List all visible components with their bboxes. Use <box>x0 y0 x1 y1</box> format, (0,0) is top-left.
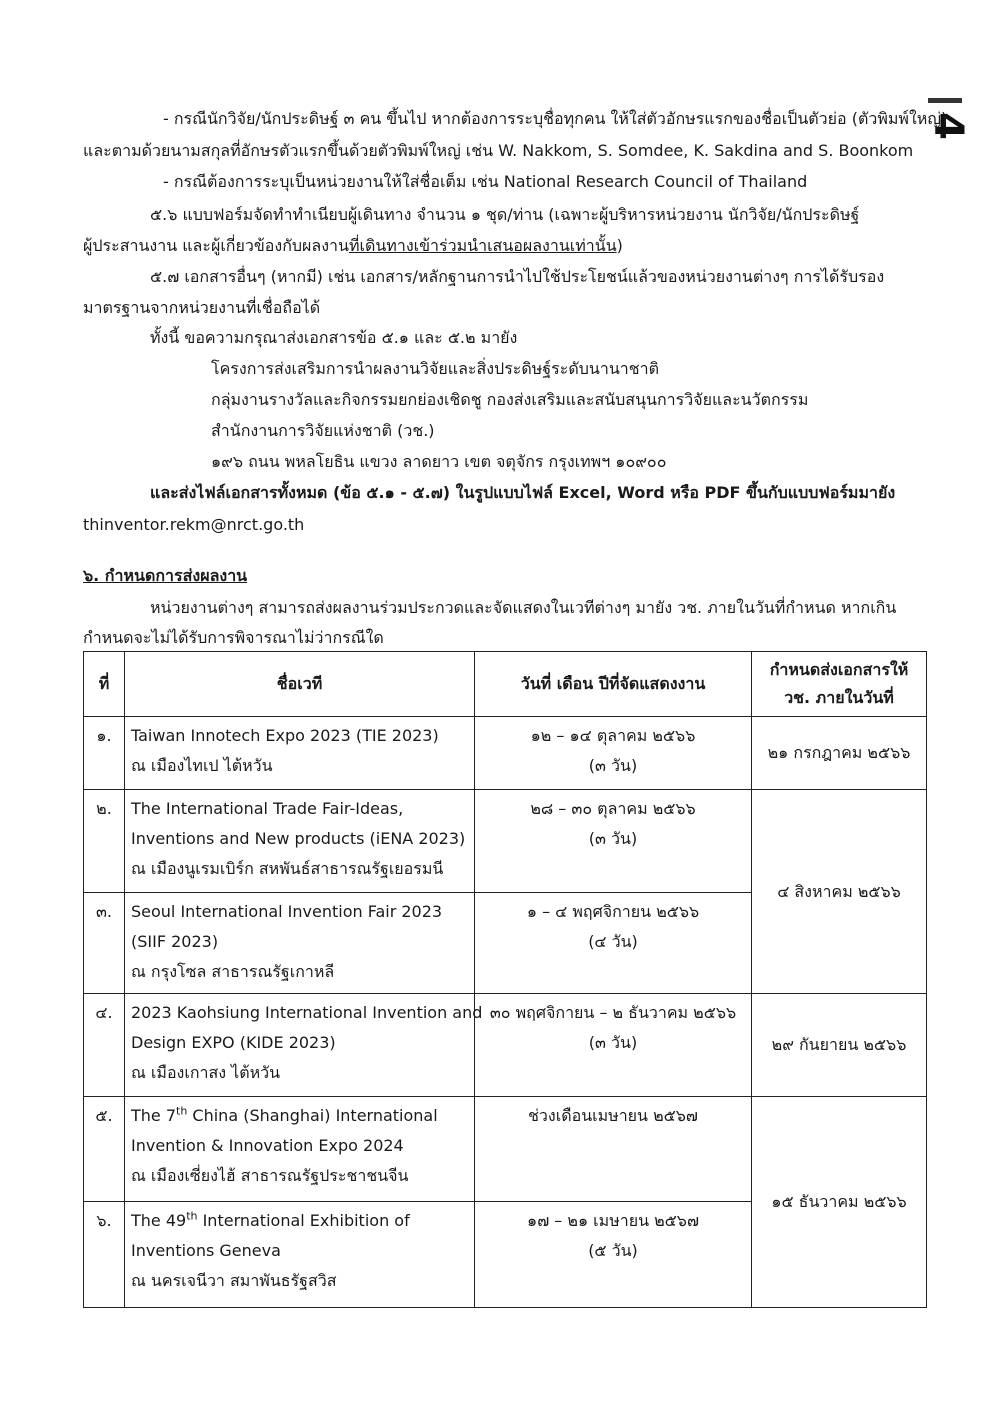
address-line-3: สำนักงานการวิจัยแห่งชาติ (วช.) <box>211 421 435 440</box>
page-number-bar <box>928 98 962 103</box>
header-no: ที่ <box>84 652 125 717</box>
header-date: วันที่ เดือน ปีที่จัดแสดงงาน <box>475 652 752 717</box>
schedule-table <box>83 651 927 1308</box>
row-date: ๑๗ – ๒๑ เมษายน ๒๕๖๗ (๕ วัน) <box>475 1202 752 1308</box>
table-row <box>84 1097 927 1202</box>
deadline-cell: ๒๙ กันยายน ๒๕๖๖ <box>752 994 927 1097</box>
page-number-text: 4 <box>925 112 971 140</box>
intro-line-2: และตามด้วยนามสกุลที่อักษรตัวแรกขึ้นด้วยตัวพิมพ์ใหญ่ เช่น W. Nakkom, S. Somdee, K. Sakdina and S. Boonkom <box>83 141 914 160</box>
row-name: 2023 Kaohsiung International Invention and Design EXPO (KIDE 2023) ณ เมืองเกาสง ไต้หวัน <box>125 994 475 1097</box>
table-row <box>84 994 927 1097</box>
intro-line-4: ๕.๖ แบบฟอร์มจัดทำทำเนียบผู้เดินทาง จำนวน ๑ ชุด/ท่าน (เฉพาะผู้บริหารหน่วยงาน นักวิจัย/นักประดิษฐ์ <box>150 205 860 224</box>
email-address: thinventor.rekm@nrct.go.th <box>83 515 305 534</box>
row-name: The 7th China (Shanghai) International Invention & Innovation Expo 2024 ณ เมืองเซี่ยงไฮ้ สาธารณรัฐประชาชนจีน <box>125 1097 475 1202</box>
deadline-cell: ๔ สิงหาคม ๒๕๖๖ <box>752 790 927 994</box>
row-date: ๑๒ – ๑๔ ตุลาคม ๒๕๖๖ (๓ วัน) <box>475 717 752 790</box>
row-name: Taiwan Innotech Expo 2023 (TIE 2023) ณ เมืองไทเป ไต้หวัน <box>125 717 475 790</box>
section-6-para-line-1: หน่วยงานต่างๆ สามารถส่งผลงานร่วมประกวดและจัดแสดงในเวทีต่างๆ มายัง วช. ภายในวันที่กำหนด หากเกิน <box>150 598 897 617</box>
row-no: ๓. <box>84 893 125 994</box>
row-name: The 49th International Exhibition of Inventions Geneva ณ นครเจนีวา สมาพันธรัฐสวิส <box>125 1202 475 1308</box>
intro-line-6: ๕.๗ เอกสารอื่นๆ (หากมี) เช่น เอกสาร/หลักฐานการนำไปใช้ประโยชน์แล้วของหน่วยงานต่างๆ การได้รับรอง <box>150 267 885 286</box>
send-files-line: และส่งไฟล์เอกสารทั้งหมด (ข้อ ๕.๑ - ๕.๗) ในรูปแบบไฟล์ Excel, Word หรือ PDF ขึ้นกับแบบฟอร์มมายัง <box>150 483 896 502</box>
header-deadline: กำหนดส่งเอกสารให้ วช. ภายในวันที่ <box>752 652 927 717</box>
row-date: ๑ – ๔ พฤศจิกายน ๒๕๖๖ (๔ วัน) <box>475 893 752 994</box>
row-no: ๖. <box>84 1202 125 1308</box>
row-no: ๕. <box>84 1097 125 1202</box>
deadline-cell: ๒๑ กรกฎาคม ๒๕๖๖ <box>752 717 927 790</box>
section-6-para-line-2: กำหนดจะไม่ได้รับการพิจารณาไม่ว่ากรณีใด <box>83 628 384 647</box>
address-line-2: กลุ่มงานรางวัลและกิจกรรมยกย่องเชิดชู กองส่งเสริมและสนับสนุนการวิจัยและนวัตกรรม <box>211 390 809 409</box>
section-6-heading: ๖. กำหนดการส่งผลงาน <box>83 566 248 585</box>
row-name: Seoul International Invention Fair 2023 (SIIF 2023) ณ กรุงโซล สาธารณรัฐเกาหลี <box>125 893 475 994</box>
intro-line-5-underlined: ที่เดินทางเข้าร่วมนำเสนอผลงานเท่านั้น <box>348 236 617 255</box>
header-name: ชื่อเวที <box>125 652 475 717</box>
row-date: ช่วงเดือนเมษายน ๒๕๖๗ <box>475 1097 752 1202</box>
intro-line-7: มาตรฐานจากหน่วยงานที่เชื่อถือได้ <box>83 298 321 317</box>
row-no: ๔. <box>84 994 125 1097</box>
row-date: ๓๐ พฤศจิกายน – ๒ ธันวาคม ๒๕๖๖ (๓ วัน) <box>475 994 752 1097</box>
deadline-cell: ๑๕ ธันวาคม ๒๕๖๖ <box>752 1097 927 1308</box>
row-no: ๒. <box>84 790 125 893</box>
intro-line-5 <box>83 235 623 257</box>
intro-line-8: ทั้งนี้ ขอความกรุณาส่งเอกสารข้อ ๕.๑ และ ๕.๒ มายัง <box>150 328 518 347</box>
intro-line-3: - กรณีต้องการระบุเป็นหน่วยงานให้ใส่ชื่อเต็ม เช่น National Research Council of Thailand <box>163 172 808 191</box>
intro-line-5-a: ผู้ประสานงาน และผู้เกี่ยวข้องกับผลงาน <box>83 236 349 255</box>
address-line-1: โครงการส่งเสริมการนำผลงานวิจัยและสิ่งประดิษฐ์ระดับนานาชาติ <box>211 359 659 378</box>
row-date: ๒๘ – ๓๐ ตุลาคม ๒๕๖๖ (๓ วัน) <box>475 790 752 893</box>
intro-line-1: - กรณีนักวิจัย/นักประดิษฐ์ ๓ คน ขึ้นไป หากต้องการระบุชื่อทุกคน ให้ใส่ตัวอักษรแรกของชื่อเป็นตัวย่อ (ตัวพิมพ์ใหญ่) <box>163 109 948 128</box>
table-row <box>84 790 927 893</box>
row-name: The International Trade Fair-Ideas, Inventions and New products (iENA 2023) ณ เมืองนูเรมเบิร์ก สหพันธ์สาธารณรัฐเยอรมนี <box>125 790 475 893</box>
table-header-row <box>84 652 927 717</box>
intro-line-5-b: ) <box>616 236 623 255</box>
table-row <box>84 717 927 790</box>
address-line-4: ๑๙๖ ถนน พหลโยธิน แขวง ลาดยาว เขต จตุจักร กรุงเทพฯ ๑๐๙๐๐ <box>211 452 667 471</box>
row-no: ๑. <box>84 717 125 790</box>
